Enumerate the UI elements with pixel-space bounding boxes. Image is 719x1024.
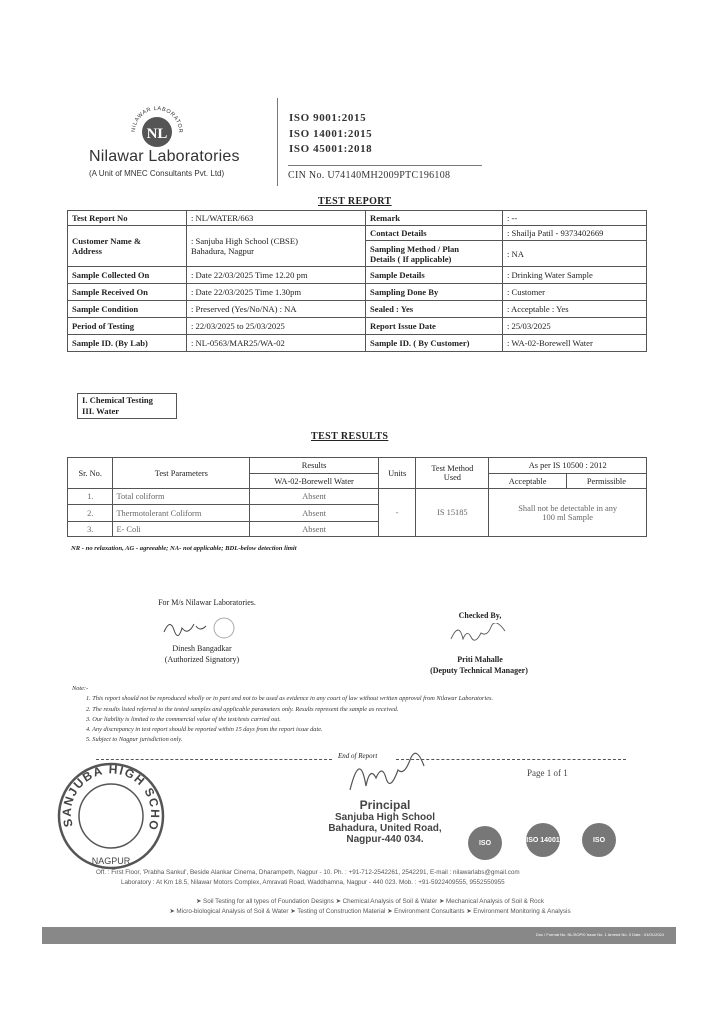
header-divider	[277, 98, 278, 186]
method-cell: IS 15185	[416, 489, 489, 537]
info-value-left: : NL/WATER/663	[187, 211, 366, 226]
svg-text:NAGPUR: NAGPUR	[91, 856, 131, 866]
cin-divider	[288, 165, 482, 166]
info-label-right: Sample ID. ( By Customer)	[366, 335, 503, 352]
test-category-box	[77, 393, 177, 419]
svg-text:NL: NL	[146, 126, 168, 142]
limit-cell: Shall not be detectable in any 100 ml Sample	[489, 489, 647, 537]
checked-by-label: Checked By,	[458, 611, 502, 620]
header-results: Results	[250, 458, 379, 474]
info-value-right: : Drinking Water Sample	[503, 267, 647, 284]
info-value-left: : NL-0563/MAR25/WA-02	[187, 335, 366, 352]
row-3-result: Absent	[250, 522, 379, 537]
info-label-right: Sampling Done By	[366, 284, 503, 301]
signatory-role: (Authorized Signatory)	[164, 655, 240, 664]
header-sample-name: WA-02-Borewell Water	[250, 474, 379, 489]
units-cell: -	[378, 489, 415, 537]
row-1-result: Absent	[250, 489, 379, 505]
iso-14001: ISO 14001:2015	[289, 128, 373, 140]
category-line-2: III. Water	[82, 406, 120, 416]
cin-number: CIN No. U74140MH2009PTC196108	[288, 170, 451, 181]
note-5: 5. Subject to Nagpur jurisdiction only.	[86, 736, 183, 744]
info-row	[68, 335, 647, 352]
info-value-right: : 25/03/2025	[503, 318, 647, 335]
end-of-report-text: End of Report	[338, 752, 378, 760]
info-value-right: : Acceptable : Yes	[503, 301, 647, 318]
svg-text:SANJUBA HIGH SCHOOL: SANJUBA HIGH SCHO	[59, 762, 163, 833]
certification-badge-3: ISO	[582, 823, 616, 857]
row-3-param: E- Coli	[113, 522, 250, 537]
checker-name: Priti Mahalle	[457, 655, 503, 664]
note-1: 1. This report should not be reproduced wholly or in part and not to be used as evidence in any court of law without written approval from Nilawar Laboratories.	[86, 695, 494, 703]
info-label-left: Customer Name & Address	[68, 226, 187, 267]
note-3: 3. Our liability is limited to the commercial value of the test/tests carried out.	[86, 715, 281, 723]
info-row	[68, 284, 647, 301]
info-label-right: Sample Details	[366, 267, 503, 284]
header-sr-no: Sr. No.	[68, 458, 113, 489]
info-value-left: : Preserved (Yes/No/NA) : NA	[187, 301, 366, 318]
services-list	[80, 897, 660, 917]
principal-address: Bahadura, United Road,	[328, 823, 442, 834]
laboratory-address: Laboratory : At Km 18.5, Nilawar Motors Complex, Amravati Road, Waddhamna, Nagpur - 440 023. Mob. : +91-5922409555, 9552550955	[121, 879, 505, 886]
note-4: 4. Any discrepancy in test report should be reported within 15 days from the report issue date.	[86, 726, 323, 734]
info-label-right: Sealed : Yes	[366, 301, 503, 318]
school-stamp	[55, 760, 167, 872]
info-value-left: : Sanjuba High School (CBSE) Bahadura, Nagpur	[187, 226, 366, 267]
info-row	[68, 301, 647, 318]
services-line-2: ➤ Micro-biological Analysis of Soil & Water ➤ Testing of Construction Material ➤ Environment Consultants ➤ Environment Monitoring & Analysis	[169, 908, 571, 915]
certification-badge-1: ISO	[468, 826, 502, 860]
info-value-right: : Shailja Patil - 9373402669	[503, 226, 647, 241]
address-block	[96, 868, 520, 888]
footer-bar	[42, 927, 676, 944]
office-address: Off. : First Floor, 'Prabha Sankul', Beside Alankar Cinema, Dharampeth, Nagpur - 10. Ph. : +91-712-2542261, 2542291, E-mail : nilawarlabs@gmail.com	[96, 869, 520, 876]
info-value-left: : Date 22/03/2025 Time 1.30pm	[187, 284, 366, 301]
report-title: TEST REPORT	[318, 196, 392, 207]
report-info-table	[67, 210, 647, 352]
notes-block	[72, 684, 494, 746]
iso-9001: ISO 9001:2015	[289, 112, 367, 124]
info-label-left: Sample Received On	[68, 284, 187, 301]
lab-subtitle: (A Unit of MNEC Consultants Pvt. Ltd)	[89, 169, 225, 178]
principal-school: Sanjuba High School	[334, 812, 435, 823]
info-row	[68, 318, 647, 335]
note-2: 2. The results listed referred to the tested samples and applicable parameters only. Results represent the sample as received.	[86, 705, 399, 713]
info-label-left: Sample Condition	[68, 301, 187, 318]
info-label-right: Report Issue Date	[366, 318, 503, 335]
header-permissible: Permissible	[566, 474, 646, 489]
checker-role: (Deputy Technical Manager)	[430, 666, 528, 675]
info-row	[68, 211, 647, 226]
row-3-sr: 3.	[68, 522, 113, 537]
notes-title: Note:-	[72, 685, 89, 692]
principal-signature	[342, 752, 432, 801]
row-1-param: Total coliform	[113, 489, 250, 505]
page-number: Page 1 of 1	[527, 768, 568, 778]
row-2-param: Thermotolerant Coliform	[113, 505, 250, 522]
svg-text:NILAWAR LABORATORIES: NILAWAR LABORATOR	[130, 105, 184, 134]
row-1-sr: 1.	[68, 489, 113, 505]
info-label-left: Period of Testing	[68, 318, 187, 335]
lab-name: Nilawar Laboratories	[89, 148, 240, 165]
authorized-signature	[160, 616, 240, 645]
info-value-right: : Customer	[503, 284, 647, 301]
row-2-result: Absent	[250, 505, 379, 522]
services-line-1: ➤ Soil Testing for all types of Foundation Designs ➤ Chemical Analysis of Soil & Water ➤ Mechanical Analysis of Soil & Rock	[196, 898, 544, 905]
test-results-table	[67, 457, 647, 537]
info-value-right: : WA-02-Borewell Water	[503, 335, 647, 352]
info-row	[68, 267, 647, 284]
results-title: TEST RESULTS	[311, 431, 389, 442]
info-value-right: : --	[503, 211, 647, 226]
category-line-1: I. Chemical Testing	[82, 395, 153, 405]
info-row	[68, 226, 647, 241]
footer-doc-info: Doc / Format No. NL/SOP/0 Issue No. 1 Amend No. 0 Date : 01/01/2024	[535, 932, 664, 937]
lab-logo	[107, 92, 207, 156]
header-test-parameters: Test Parameters	[113, 458, 250, 489]
row-2-sr: 2.	[68, 505, 113, 522]
info-label-right: Remark	[366, 211, 503, 226]
principal-label: Principal	[359, 798, 411, 812]
info-label-right: Sampling Method / Plan Details ( If applicable)	[366, 241, 503, 267]
header-standard: As per IS 10500 : 2012	[489, 458, 647, 474]
checker-signature	[445, 623, 525, 650]
iso-45001: ISO 45001:2018	[289, 143, 373, 155]
info-value-right: : NA	[503, 241, 647, 267]
for-lab-text: For M/s Nilawar Laboratories.	[158, 598, 256, 607]
info-label-left: Test Report No	[68, 211, 187, 226]
info-value-left: : 22/03/2025 to 25/03/2025	[187, 318, 366, 335]
principal-city: Nagpur-440 034.	[346, 834, 424, 845]
header-test-method: Test Method Used	[416, 458, 489, 489]
certification-badge-2: ISO 14001	[526, 823, 560, 857]
principal-stamp	[300, 798, 470, 845]
header-units: Units	[378, 458, 415, 489]
header-acceptable: Acceptable	[489, 474, 567, 489]
info-value-left: : Date 22/03/2025 Time 12.20 pm	[187, 267, 366, 284]
info-label-left: Sample ID. (By Lab)	[68, 335, 187, 352]
signatory-name: Dinesh Bangadkar	[172, 644, 232, 653]
info-label-left: Sample Collected On	[68, 267, 187, 284]
info-label-right: Contact Details	[366, 226, 503, 241]
abbreviation-note: NR - no relaxation, AG - agreeable; NA- not applicable; BDL-below detection limit	[71, 545, 297, 552]
